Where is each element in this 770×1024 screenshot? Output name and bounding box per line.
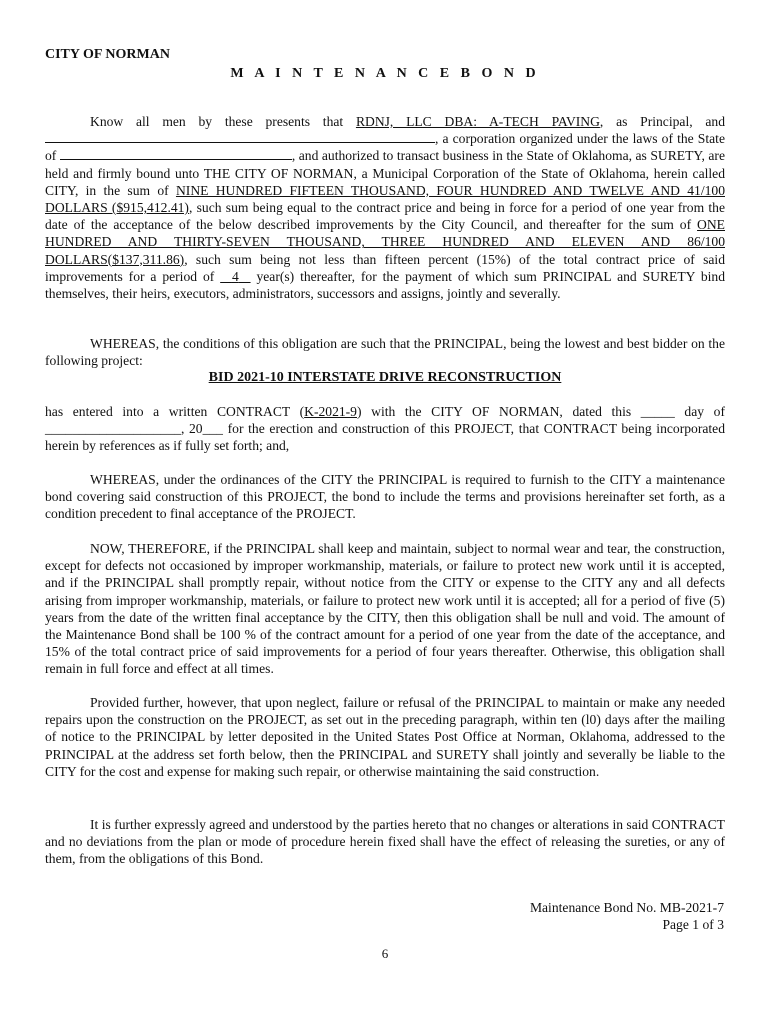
- principal-name: RDNJ, LLC DBA: A-TECH PAVING: [355, 114, 600, 129]
- surety-name-blank: [45, 130, 435, 143]
- second-sum: ONE HUNDRED AND THIRTY-SEVEN THOUSAND, THREE HUNDRED AND ELEVEN AND 86/100 DOLLARS($137,311.86): [45, 217, 725, 267]
- provided-further-paragraph: Provided further, however, that upon neglect, failure or refusal of the PRINCIPAL to maintain or make any needed repairs upon the construction on the PROJECT, as set out in the preceding paragraph, within ten (l0) days after the mailing of notice to the PRINCIPAL by letter deposited in the United States Post Office at Norman, Oklahoma, addressed to the PRINCIPAL at the address set forth below, then the PRINCIPAL and SURETY shall jointly and severally be liable to the CITY for the cost and expense for making such repair, or otherwise maintaining the said construction.: [45, 695, 725, 779]
- document-title: M A I N T E N A N C E B O N D: [230, 66, 540, 81]
- agreement-paragraph: It is further expressly agreed and understood by the parties hereto that no changes or alterations in said CONTRACT and no deviations from the plan or mode of procedure herein fixed shall have the effect of releasing the sureties, or any of them, from the obligations of this Bond.: [45, 817, 725, 867]
- bond-paragraph-1: Know all men by these presents that RDNJ, LLC DBA: A-TECH PAVING, as Principal, and , a corporation organized under the laws of the State of , and authorized to transact business in the State of Oklahoma, as SURETY, are held and firmly bound unto THE CITY OF NORMAN, a Municipal Corporation of the State of Oklahoma, herein called CITY, in the sum of NINE HUNDRED FIFTEEN THOUSAND, FOUR HUNDRED AND TWELVE AND 41/100 DOLLARS ($915,412.41), such sum being equal to the contract price and being in force for a period of one year from the date of the acceptance of the below described improvements by the City Council, and thereafter for the sum of ONE HUNDRED AND THIRTY-SEVEN THOUSAND, THREE HUNDRED AND ELEVEN AND 86/100 DOLLARS($137,311.86), such sum being not less than fifteen percent (15%) of the total contract price of said improvements for a period of 4 year(s) thereafter, for the payment of which sum PRINCIPAL and SURETY bind themselves, their heirs, executors, administrators, successors and assigns, jointly and severally.: [45, 114, 726, 302]
- state-blank: [60, 147, 292, 160]
- maintenance-years: 4: [231, 268, 239, 284]
- whereas-paragraph-2: WHEREAS, under the ordinances of the CITY the PRINCIPAL is required to furnish to the CITY a maintenance bond covering said construction of this PROJECT, the bond to include the terms and provisions hereinafter set forth, as a condition precedent to final acceptance of the PROJECT.: [45, 472, 725, 522]
- now-therefore-paragraph: NOW, THEREFORE, if the PRINCIPAL shall keep and maintain, subject to normal wear and tear, the construction, except for defects not occasioned by improper workmanship, materials, or failure to protect new work until it is accepted, and if the PRINCIPAL shall promptly repair, without notice from the CITY or expense to the CITY any and all defects arising from improper workmanship, materials, or failure to protect new work until it is accepted; all for a period of five (5) years from the date of the written final acceptance by the CITY, then this obligation shall be null and void. The amount of the Maintenance Bond shall be 100 % of the contract amount for a period of one year from the date of the acceptance, and 15% of the total contract price of said improvements for a period of four years thereafter. Otherwise, this obligation shall remain in full force and effect at all times.: [45, 541, 725, 677]
- bond-number: Maintenance Bond No. MB-2021-7: [529, 900, 724, 915]
- issuer-heading: CITY OF NORMAN: [45, 47, 170, 62]
- contract-number: K-2021-9: [304, 404, 357, 419]
- contract-paragraph: has entered into a written CONTRACT (K-2021-9) with the CITY OF NORMAN, dated this _____ day of ____________________, 20___ for the erection and construction of this PROJECT, that CONTRACT being incorporated herein by references as if fully set forth; and,: [45, 404, 725, 454]
- page-number: 6: [381, 946, 389, 961]
- whereas-paragraph-1: WHEREAS, the conditions of this obligation are such that the PRINCIPAL, being the lowest and best bidder on the following project:: [45, 336, 725, 369]
- page-of-total: Page 1 of 3: [662, 917, 724, 932]
- project-title: BID 2021-10 INTERSTATE DRIVE RECONSTRUCTION: [208, 370, 562, 385]
- bond-sum: NINE HUNDRED FIFTEEN THOUSAND, FOUR HUNDRED AND TWELVE AND 41/100 DOLLARS ($915,412.41): [45, 182, 725, 216]
